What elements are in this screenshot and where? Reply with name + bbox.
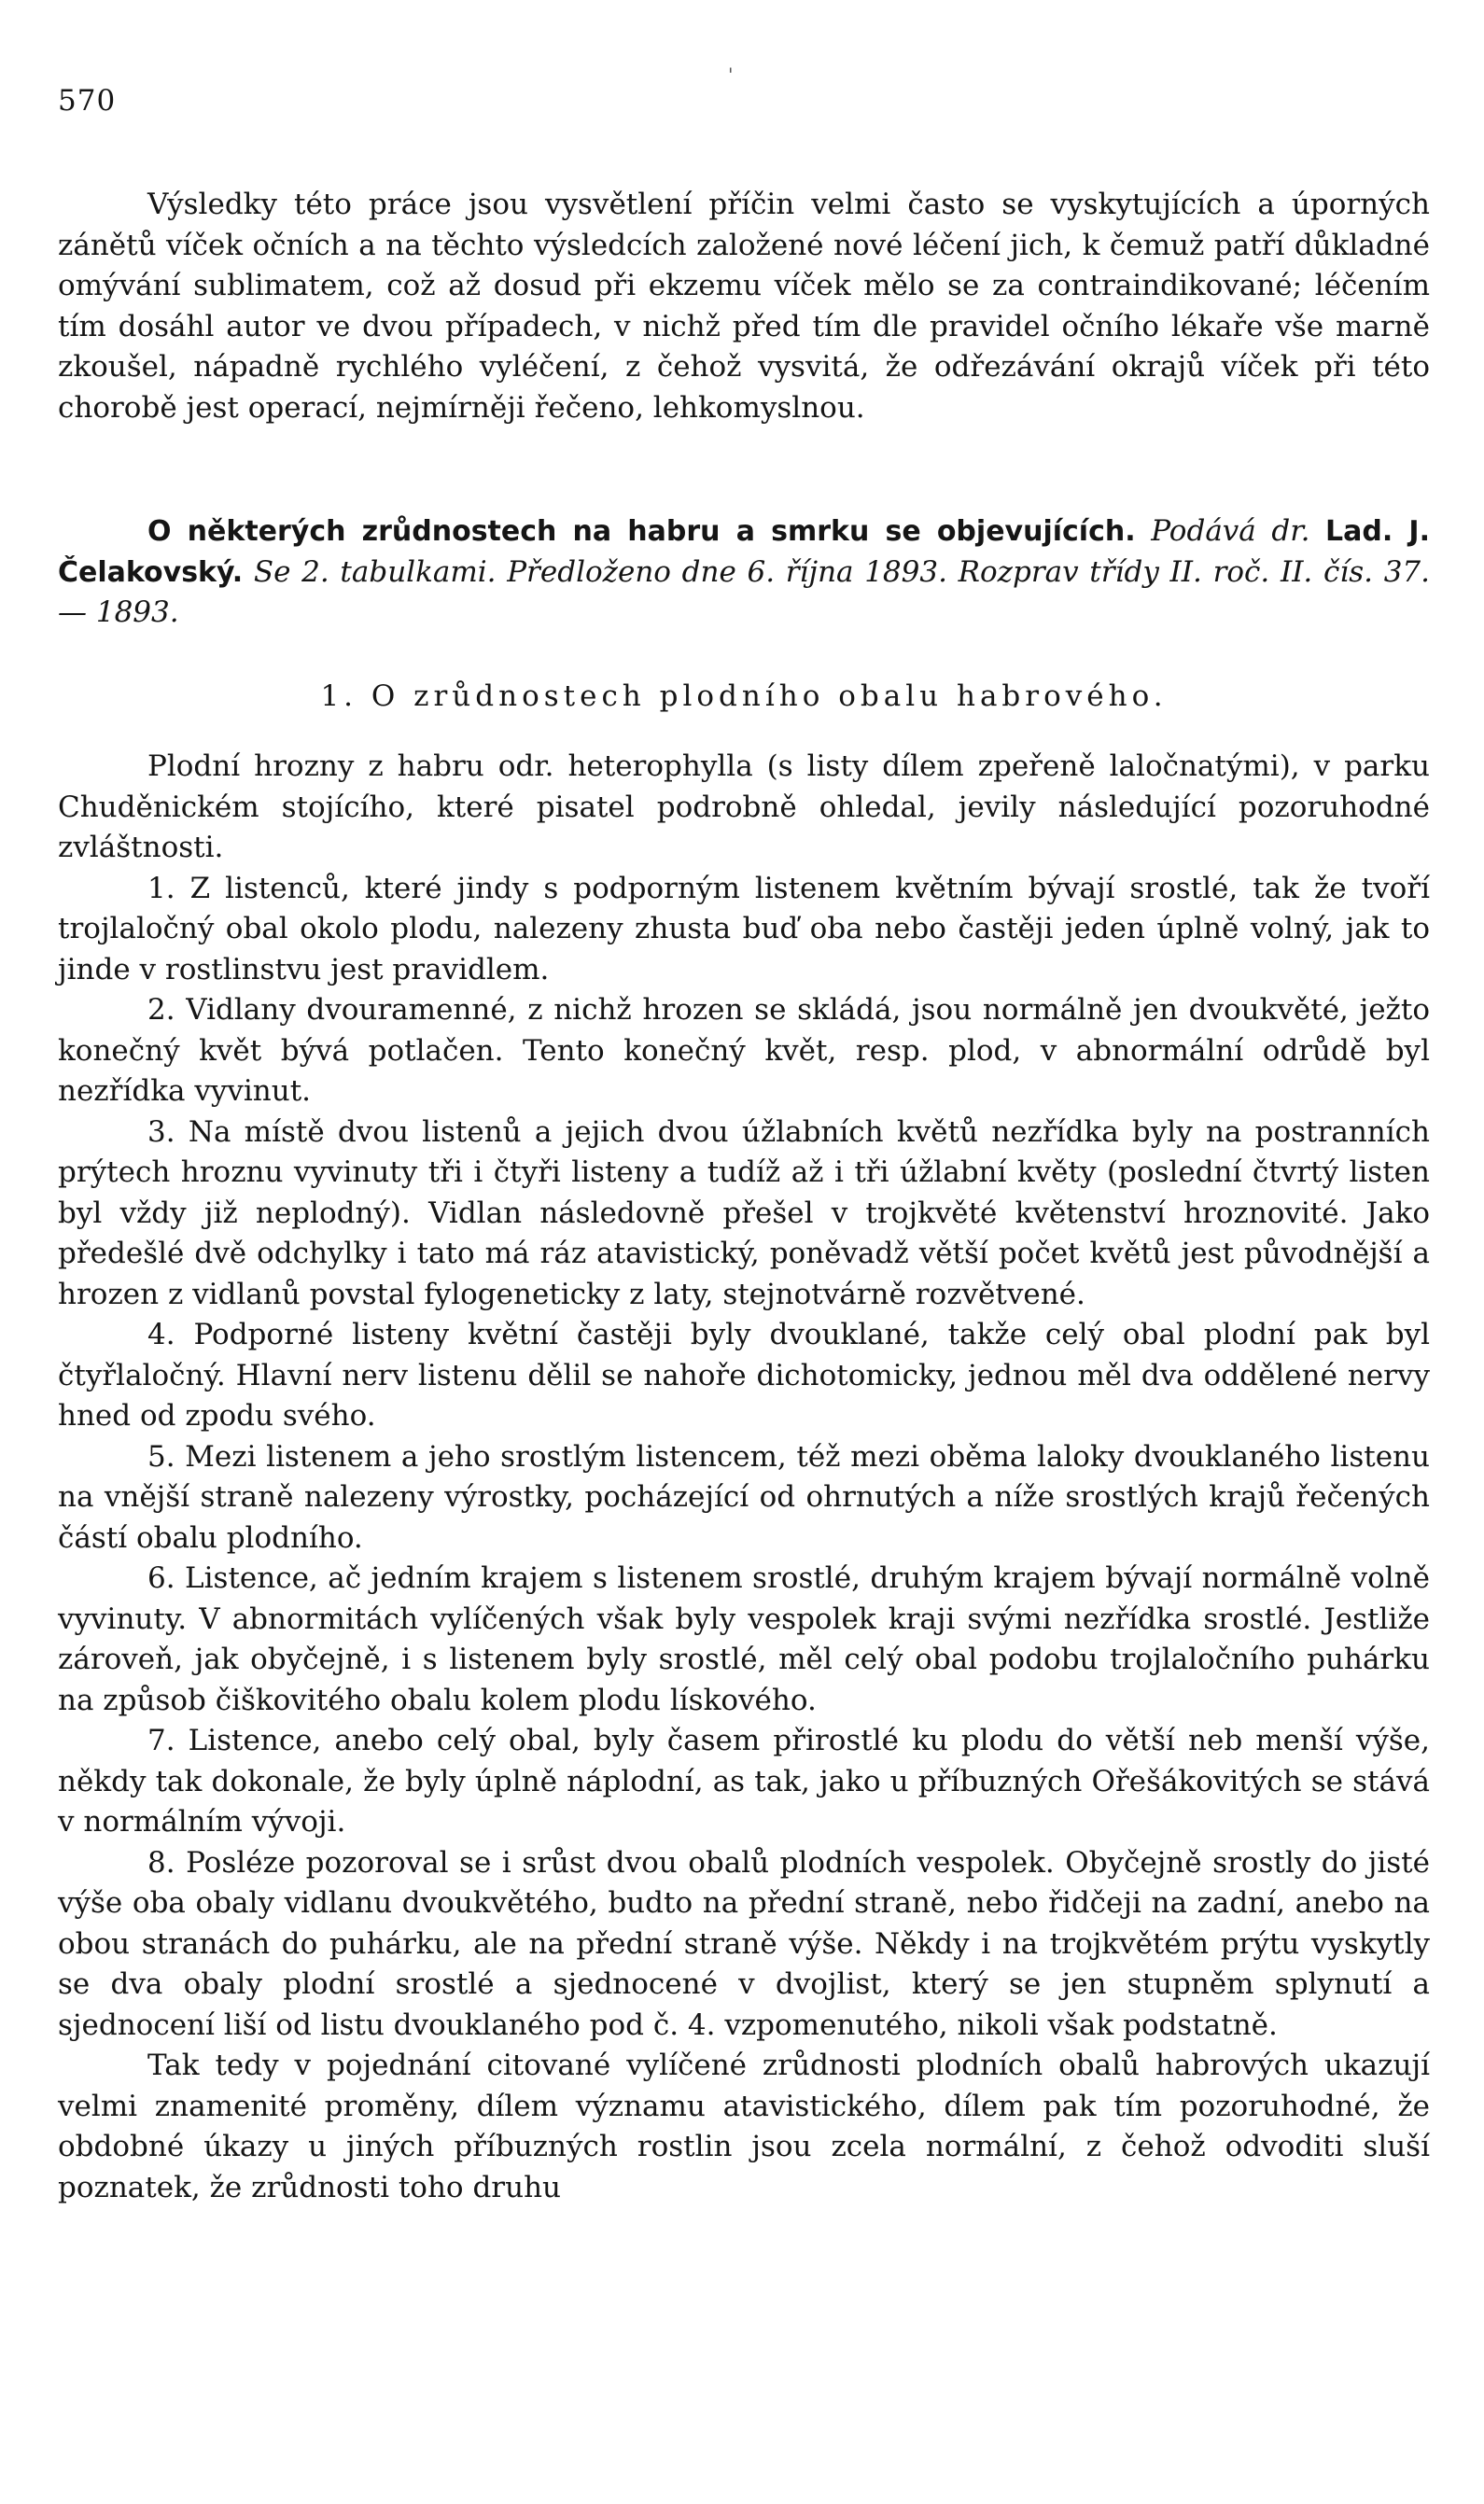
article-title: O některých zrůdnostech na habru a smrku se objevujících. <box>147 515 1136 548</box>
abstract-paragraph: Výsledky této práce jsou vysvětlení příčin velmi často se vyskytujících a úporných zánětů víček očních a na těchto výsledcích založené nové léčení jich, k čemuž patří důkladné omývání sublimatem, což až dosud při ekzemu víček mělo se za contraindikované; léčením tím dosáhl autor ve dvou případech, v nichž před tím dle pravidel očního lékaře vše marně zkoušel, nápadně rychlého vyléčení, z čehož vysvitá, že odřezávání okrajů víček při této chorobě jest operací, nejmírněji řečeno, lehkomyslnou. <box>58 188 1430 425</box>
list-item: 5. Mezi listenem a jeho srostlým listencem, též mezi oběma laloky dvouklaného listenu na vnější straně nalezeny výrostky, pocházející od ohrnutých a níže srostlých krajů řečených částí obalu plodního. <box>58 1439 1430 1555</box>
list-item: 2. Vidlany dvouramenné, z nichž hrozen se skládá, jsou normálně jen dvoukvěté, ježto konečný květ bývá potlačen. Tento konečný květ, resp. plod, v abnormální odrůdě byl nezřídka vyvinut. <box>58 993 1430 1108</box>
list-item: 3. Na místě dvou listenů a jejich dvou úžlabních květů nezřídka byly na postranních prýtech hroznu vyvinuty tři i čtyři listeny a tudíž až i tři úžlabní květy (poslední čtvrtý listen byl vždy již neplodný). Vidlan následovně přešel v trojkvěté květenství hroznovité. Jako předešlé dvě odchylky i tato má ráz atavistický, poněvadž větší počet květů jest původnější a hrozen z vidlanů povstal fylogeneticky z laty, stejnotvárně rozvětvené. <box>58 1114 1430 1311</box>
article-header <box>58 511 1430 634</box>
list-item: 1. Z listenců, které jindy s podporným listenem květním bývají srostlé, tak že tvoří trojlaločný obal okolo plodu, nalezeny zhusta buď oba nebo častěji jeden úplně volný, jak to jinde v rostlinstvu jest pravidlem. <box>58 871 1430 986</box>
closing-paragraph: Tak tedy v pojednání citované vylíčené zrůdnosti plodních obalů habrových ukazují velmi znamenité proměny, dílem významu atavistického, dílem pak tím pozoruhodné, že obdobné úkazy u jiných příbuzných rostlin jsou zcela normální, z čehož odvoditi sluší poznatek, že zrůdnosti toho druhu <box>58 2049 1430 2204</box>
stray-mark: ' <box>728 63 734 86</box>
section-body <box>58 747 1430 2208</box>
list-item: 6. Listence, ač jedním krajem s listenem srostlé, druhým krajem bývají normálně volně vyvinuty. V abnormitách vylíčených však byly vespolek kraji svými nezřídka srostlé. Jestliže zároveň, jak obyčejně, i s listenem byly srostlé, měl celý obal podobu trojlaločního puhárku na způsob čiškovitého obalu kolem plodu lískového. <box>58 1561 1430 1717</box>
page-number: 570 <box>58 84 117 118</box>
article-citation <box>58 511 1430 634</box>
abstract-block <box>58 185 1430 428</box>
list-item: 4. Podporné listeny květní častěji byly dvouklané, takže celý obal plodní pak byl čtyřlaločný. Hlavní nerv listenu dělil se nahoře dichotomicky, jednou měl dva oddělené nervy hned od zpodu svého. <box>58 1318 1430 1433</box>
intro-paragraph: Plodní hrozny z habru odr. heterophylla (s listy dílem zpeřeně laločnatými), v parku Chuděnickém stojícího, které pisatel podrobně ohledal, jevily následující pozoruhodné zvláštnosti. <box>58 749 1430 864</box>
section-heading: 1. O zrůdnostech plodního obalu habrového. <box>320 679 1168 713</box>
article-details: Se 2. tabulkami. Předloženo dne 6. října 1893. Rozprav třídy II. roč. II. čís. 37. — 1893. <box>58 554 1430 629</box>
list-item: 8. Posléze pozoroval se i srůst dvou obalů plodních vespolek. Obyčejně srostly do jisté výše oba obaly vidlanu dvoukvětého, budto na přední straně, nebo řidčeji na zadní, anebo na obou stranách do puhárku, ale na přední straně výše. Někdy i na trojkvětém prýtu vyskytly se dva obaly plodní srostlé a sjednocené v dvojlist, který se jen stupněm splynutí a sjednocení liší od listu dvouklaného pod č. 4. vzpomenutého, nikoli však podstatně. <box>58 1845 1430 2042</box>
article-byline: Podává dr. <box>1151 514 1310 548</box>
article-author: Lad. J. Čelakovský. <box>58 515 1430 589</box>
list-item: 7. Listence, anebo celý obal, byly časem přirostlé ku plodu do větší neb menší výše, někdy tak dokonale, že byly úplně náplodní, as tak, jako u příbuzných Ořešákovitých se stává v normálním vývoji. <box>58 1724 1430 1839</box>
